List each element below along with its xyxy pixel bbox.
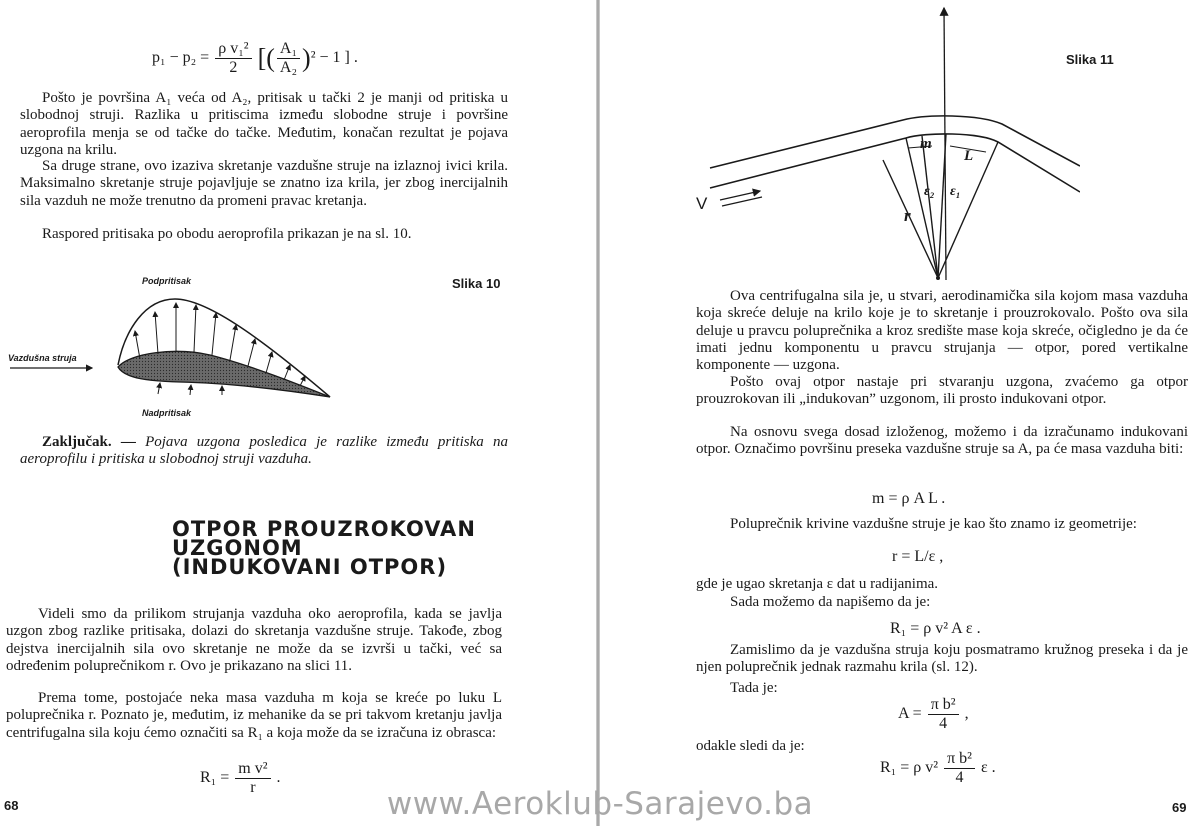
page-number-right: 69 — [1172, 800, 1187, 815]
figure-11-label-r: r — [904, 206, 911, 225]
force-formula: R₁ = ρ v² A ε . — [890, 620, 981, 637]
figure-10-title: Slika 10 — [452, 276, 501, 291]
figure-11-label-e1: ε₁ — [950, 184, 961, 199]
figure-10-label-flow: Vazdušna struja — [8, 353, 77, 363]
figure-11-label-v: V — [696, 194, 708, 213]
paragraph: Prema tome, postojaće neka masa vazduha m koja se kreće po luku L poluprečnika r. Poznato je, međutim, iz mehanike da se pri takvom kretanju javlja centrifugalna sila koju ćemo označiti sa R₁ a koja može da se izračuna iz obrasca: — [6, 690, 502, 741]
pressure-formula: p₁ − p₂ = $\frac{\text{ρ v₁²}}{2}$ [( $\frac{\text{A₁}}{\text{A₂}}$ )² − 1 ] . — [152, 40, 358, 76]
paragraph: odakle sledi da je: — [696, 738, 805, 754]
paragraph: Sada možemo da napišemo da je: — [730, 594, 931, 610]
figure-11-label-e2: ε₂ — [924, 184, 935, 199]
paragraph: Tada je: — [730, 680, 778, 696]
area-formula: A = $\frac{\text{π b²}}{4}$ , — [898, 696, 969, 732]
paragraph: Poluprečnik krivine vazdušne struje je kao što znamo iz geometrije: — [730, 516, 1137, 532]
airfoil-pressure-diagram — [0, 285, 340, 405]
paragraph: Pošto ovaj otpor nastaje pri stvaranju uzgona, zvaćemo ga otpor prouzrokovan ili „indukovan” uzgonom, ili prosto indukovani otpor. — [696, 374, 1188, 408]
page-number-left: 68 — [4, 798, 19, 813]
paragraph: Zamislimo da je vazdušna struja koju posmatramo kružnog preseka i da je njen poluprečnik jednak razmahu krila (sl. 12). — [696, 642, 1188, 676]
section-heading: OTPOR PROUZROKOVAN UZGONOM (INDUKOVANI OTPOR) — [172, 517, 476, 579]
induced-force-formula: R₁ = ρ v² $\frac{\text{π b²}}{4}$ ε . — [880, 750, 996, 786]
figure-10-label-bottom: Nadpritisak — [142, 408, 192, 418]
figure-11-label-m: m — [920, 136, 932, 152]
mass-formula: m = ρ A L . — [872, 490, 946, 507]
paragraph: Na osnovu svega dosad izloženog, možemo i da izračunamo indukovani otpor. Označimo površinu preseka vazdušne struje sa A, pa će masa vazduha biti: — [696, 424, 1188, 458]
paragraph: gde je ugao skretanja ε dat u radijanima. — [696, 576, 939, 592]
conclusion: Zaključak. — Pojava uzgona posledica je razlike između pritiska na aeroprofilu i pritiska u slobodnoj struji vazduha. — [20, 434, 509, 468]
figure-10-label-top: Podpritisak — [142, 276, 192, 286]
paragraph: Raspored pritisaka po obodu aeroprofila prikazan je na sl. 10. — [42, 226, 412, 242]
paragraph: Pošto je površina A₁ veća od A₂, pritisak u tački 2 je manji od pritiska u slobodnoj struji. Razlika u pritiscima između slobodne struje i površine aeroprofila menja se od tačke do tačke. Međutim, konačan rezultat je pojava uzgona na krilu. — [20, 90, 508, 158]
figure-11-title: Slika 11 — [1066, 52, 1114, 67]
watermark: www.Aeroklub-Sarajevo.ba — [386, 786, 814, 822]
airflow-deflection-diagram — [680, 0, 1080, 290]
paragraph: Ova centrifugalna sila je, u stvari, aerodinamička sila kojom masa vazduha koja skreće deluje na krilo koje je to skretanje i prouzrokovalo. Pošto ova sila deluje u pravcu poluprečnika a kroz središte mase koja skreće, očigledno je da će imati jednu komponentu u pravcu strujanja — otpor, pored vertikalne komponente — uzgona. — [696, 288, 1188, 374]
paragraph: Videli smo da prilikom strujanja vazduha oko aeroprofila, kada se javlja uzgon zbog razlike pritisaka, dolazi do skretanja vazdušne struje. Takođe, zbog dejstva inercijalnih sila ovo skretanje ne može da se izvrši u tački, već sa određenim poluprečnikom r. Ovo je prikazano na slici 11. — [6, 606, 502, 674]
paragraph: Sa druge strane, ovo izaziva skretanje vazdušne struje na izlaznoj ivici krila. Maksimalno skretanje struje pojavljuje se znatno iza krila, jer zbog inercijalnih sila vazduh ne može trenutno da promeni pravac kretanja. — [20, 158, 508, 209]
right-page — [600, 0, 1200, 826]
figure-11-label-l: L — [964, 148, 974, 164]
radius-formula: r = L/ε , — [892, 548, 944, 565]
centrifugal-formula: R₁ = $\frac{\text{m v²}}{r}$ . — [200, 760, 281, 796]
left-page — [0, 0, 596, 826]
